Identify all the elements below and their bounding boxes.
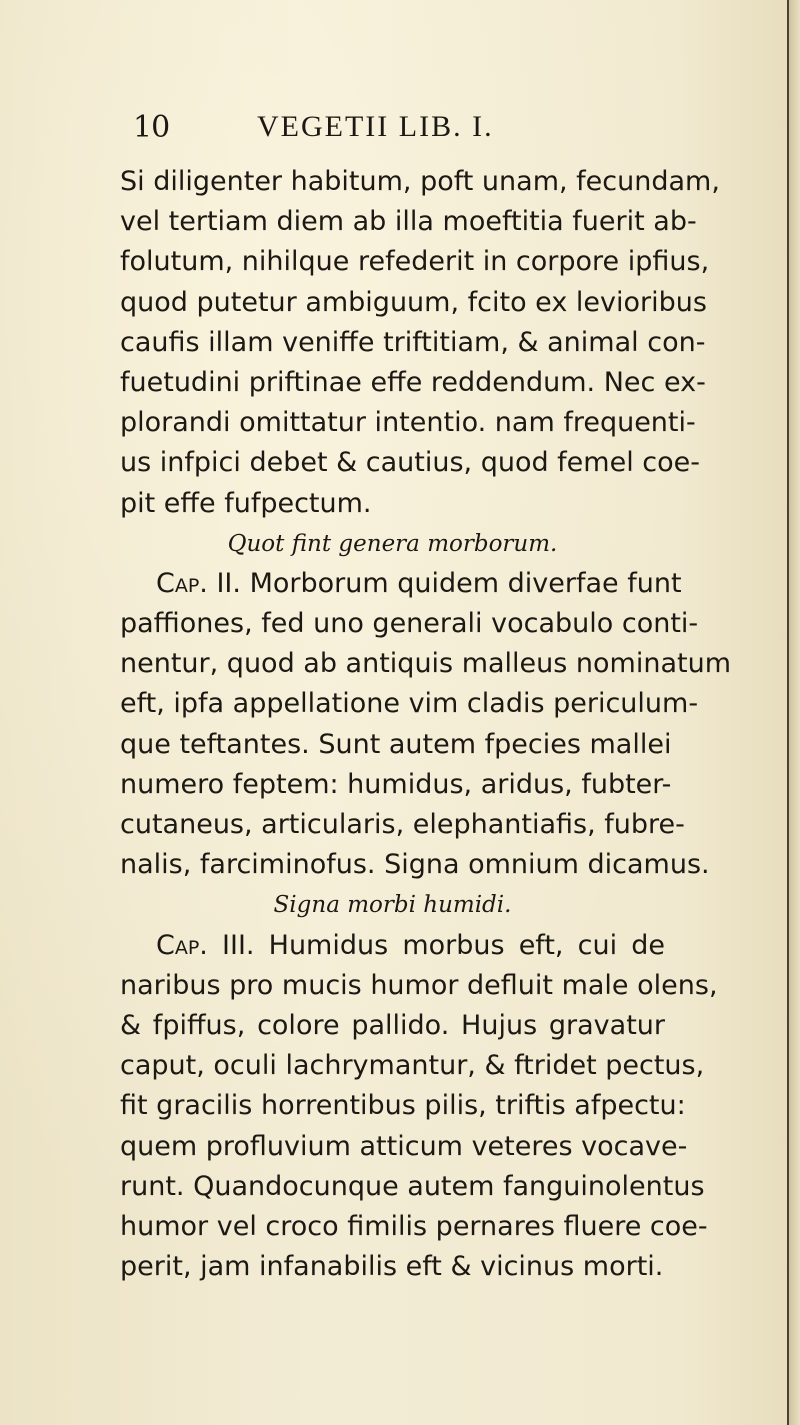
chapter-line [120, 926, 665, 966]
text-line: paffiones, fed uno generali vocabulo conti- [120, 608, 699, 640]
text-line: us infpici debet & cautius, quod femel coe- [120, 447, 701, 479]
text-line: caput, oculi lachrymantur, & ftridet pectus, [120, 1050, 705, 1082]
text-line: cutaneus, articularis, elephantiafis, fubre- [120, 809, 685, 840]
text-line: Si diligenter habitum, poft unam, fecundam, [120, 166, 720, 197]
chapter-first-text: Morborum quidem diverfae funt [249, 567, 682, 599]
text-line: & fpiffus, colore pallido. Hujus gravatur [120, 1009, 665, 1041]
chapter-label: Cap. III. [156, 929, 255, 961]
chapter-line [120, 564, 682, 604]
text-line: numero feptem: humidus, aridus, fubter- [120, 768, 672, 800]
text-line: plorandi omittatur intentio. nam frequenti- [120, 407, 696, 439]
text-line: humor vel croco fimilis pernares fluere coe- [120, 1210, 708, 1242]
text-line: folutum, nihilque refederit in corpore ipfius, [120, 246, 710, 278]
section-heading: Signa morbi humidi. [273, 892, 512, 919]
text-line: quem profluvium atticum veteres vocave- [120, 1130, 688, 1162]
page-header [133, 110, 653, 154]
page-number: 10 [133, 110, 170, 145]
section-heading: Quot fint genera morborum. [227, 530, 558, 557]
text-line: nalis, farciminofus. Signa omnium dicamus. [120, 849, 710, 881]
text-line: caufis illam veniffe triftitiam, & animal con- [120, 326, 706, 358]
page-edge-shadow [789, 0, 800, 1425]
body-text [120, 162, 732, 1287]
running-head: VEGETII LIB. I. [257, 110, 494, 143]
text-line: quod putetur ambiguum, fcito ex levioribus [120, 286, 707, 318]
text-line: vel tertiam diem ab illa moeftitia fuerit ab- [120, 206, 697, 238]
chapter-first-text: Humidus morbus eft, cui de [268, 929, 665, 961]
text-line: perit, jam infanabilis eft & vicinus morti. [120, 1251, 664, 1283]
text-line: que teftantes. Sunt autem fpecies mallei [120, 728, 672, 760]
text-line: pit effe fufpectum. [120, 487, 372, 519]
text-line: naribus pro mucis humor defluit male olens, [120, 969, 718, 1001]
text-line: fuetudini priftinae effe reddendum. Nec ex- [120, 366, 706, 398]
text-line: fit gracilis horrentibus pilis, triftis afpectu: [120, 1090, 686, 1122]
text-line: nentur, quod ab antiquis malleus nominatum [120, 648, 732, 680]
chapter-label: Cap. II. [156, 567, 241, 599]
text-line: eft, ipfa appellatione vim cladis periculum- [120, 688, 699, 720]
text-line: runt. Quandocunque autem fanguinolentus [120, 1170, 705, 1202]
